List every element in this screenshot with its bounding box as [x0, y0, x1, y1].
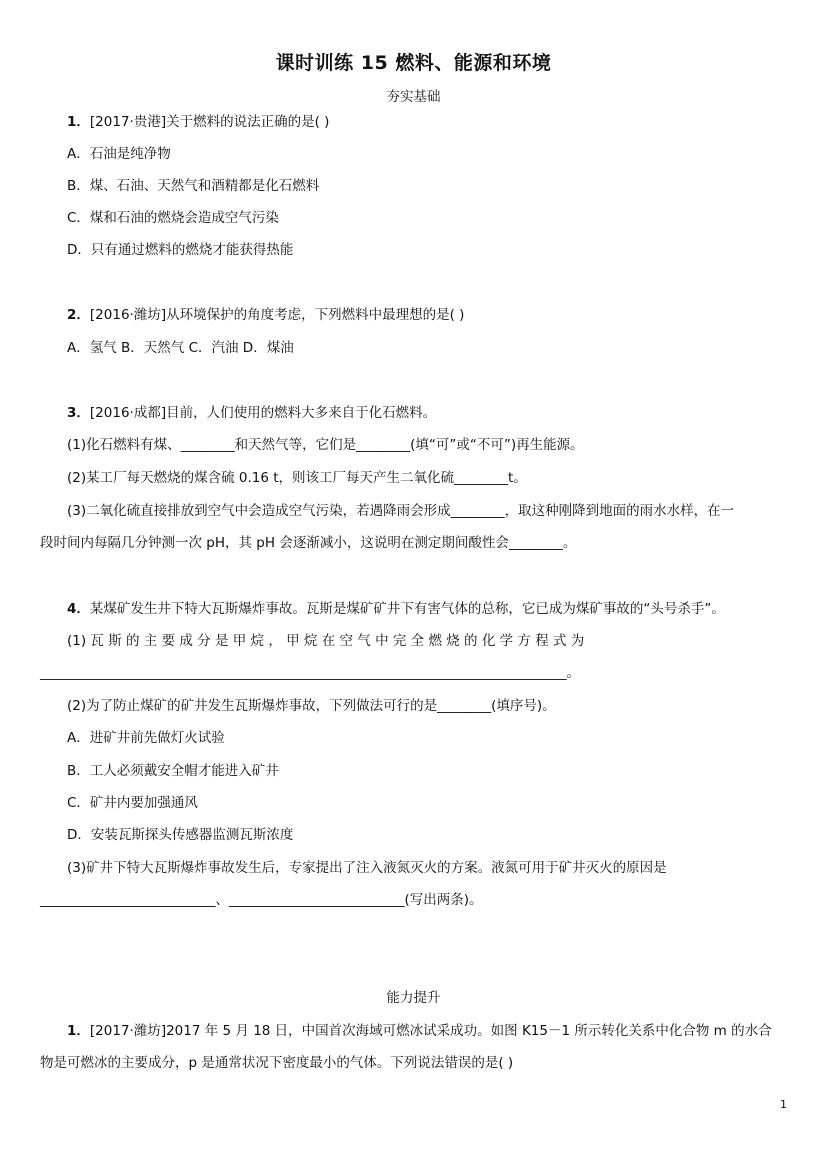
option-d: D．安装瓦斯探头传感器监测瓦斯浓度: [67, 827, 294, 843]
page-number: 1: [780, 1098, 787, 1111]
section-heading-basic: 夯实基础: [386, 89, 441, 105]
question-number: 1．: [67, 114, 90, 130]
question-2: [67, 306, 464, 324]
option-d: D．只有通过燃料的燃烧才能获得热能: [67, 242, 294, 258]
subquestion-3-continued: 段时间内每隔几分钟测一次 pH，其 pH 会逐渐减小，这说明在测定期间酸性会________。: [40, 535, 577, 551]
question-stem: [2017·贵港]关于燃料的说法正确的是( ): [89, 114, 330, 130]
question-1: [67, 113, 329, 131]
page-title: 课时训练 15 燃料、能源和环境: [275, 52, 552, 74]
option-b: B．工人必须戴安全帽才能进入矿井: [67, 763, 279, 779]
question-number: 4．: [67, 601, 90, 617]
subquestion-2: (2)某工厂每天燃烧的煤含硫 0.16 t，则该工厂每天产生二氧化硫________t。: [67, 470, 527, 486]
subquestion-3: (3)矿井下特大瓦斯爆炸事故发生后，专家提出了注入液氮灭火的方案。液氮可用于矿井灭火的原因是: [67, 860, 667, 876]
question-number: 3．: [67, 405, 90, 421]
subquestion-2: (2)为了防止煤矿的矿井发生瓦斯爆炸事故，下列做法可行的是________(填序号)。: [67, 698, 556, 714]
question-stem: 某煤矿发生井下特大瓦斯爆炸事故。瓦斯是煤矿矿井下有害气体的总称，它已成为煤矿事故的“头号杀手”。: [89, 601, 725, 617]
subquestion-1: (1)化石燃料有煤、________和天然气等，它们是________(填“可”或“不可”)再生能源。: [67, 437, 584, 453]
question-stem-continued: 物是可燃冰的主要成分，p 是通常状况下密度最小的气体。下列说法错误的是( ): [40, 1055, 514, 1071]
section-heading-advanced: 能力提升: [386, 990, 441, 1006]
question-4: [67, 600, 725, 618]
answer-blank-line: ______________________________________________________________________________。: [40, 665, 580, 681]
question-number: 1．: [67, 1023, 90, 1039]
subquestion-3-continued: __________________________、__________________________(写出两条)。: [40, 892, 483, 908]
option-a: A．石油是纯净物: [67, 146, 171, 162]
subquestion-3: (3)二氧化硫直接排放到空气中会造成空气污染，若遇降雨会形成________，取这种刚降到地面的雨水水样，在一: [67, 503, 735, 519]
question-number: 2．: [67, 307, 90, 323]
question-stem: [2016·成都]目前，人们使用的燃料大多来自于化石燃料。: [89, 405, 437, 421]
question-stem: [2016·潍坊]从环境保护的角度考虑，下列燃料中最理想的是( ): [89, 307, 465, 323]
question-3: [67, 404, 436, 422]
option-a: A．进矿井前先做灯火试验: [67, 730, 225, 746]
subquestion-1: (1) 瓦 斯 的 主 要 成 分 是 甲 烷 ， 甲 烷 在 空 气 中 完 全 燃 烧 的 化 学 方 程 式 为: [67, 633, 585, 649]
question-stem: [2017·潍坊]2017 年 5 月 18 日，中国首次海域可燃冰试采成功。如图 K15－1 所示转化关系中化合物 m 的水合: [89, 1023, 772, 1039]
option-c: C．煤和石油的燃烧会造成空气污染: [67, 210, 279, 226]
option-c: C．矿井内要加强通风: [67, 795, 198, 811]
option-b: B．煤、石油、天然气和酒精都是化石燃料: [67, 178, 320, 194]
question-5: [67, 1022, 772, 1040]
options-row: A．氢气 B．天然气 C．汽油 D．煤油: [67, 340, 294, 356]
